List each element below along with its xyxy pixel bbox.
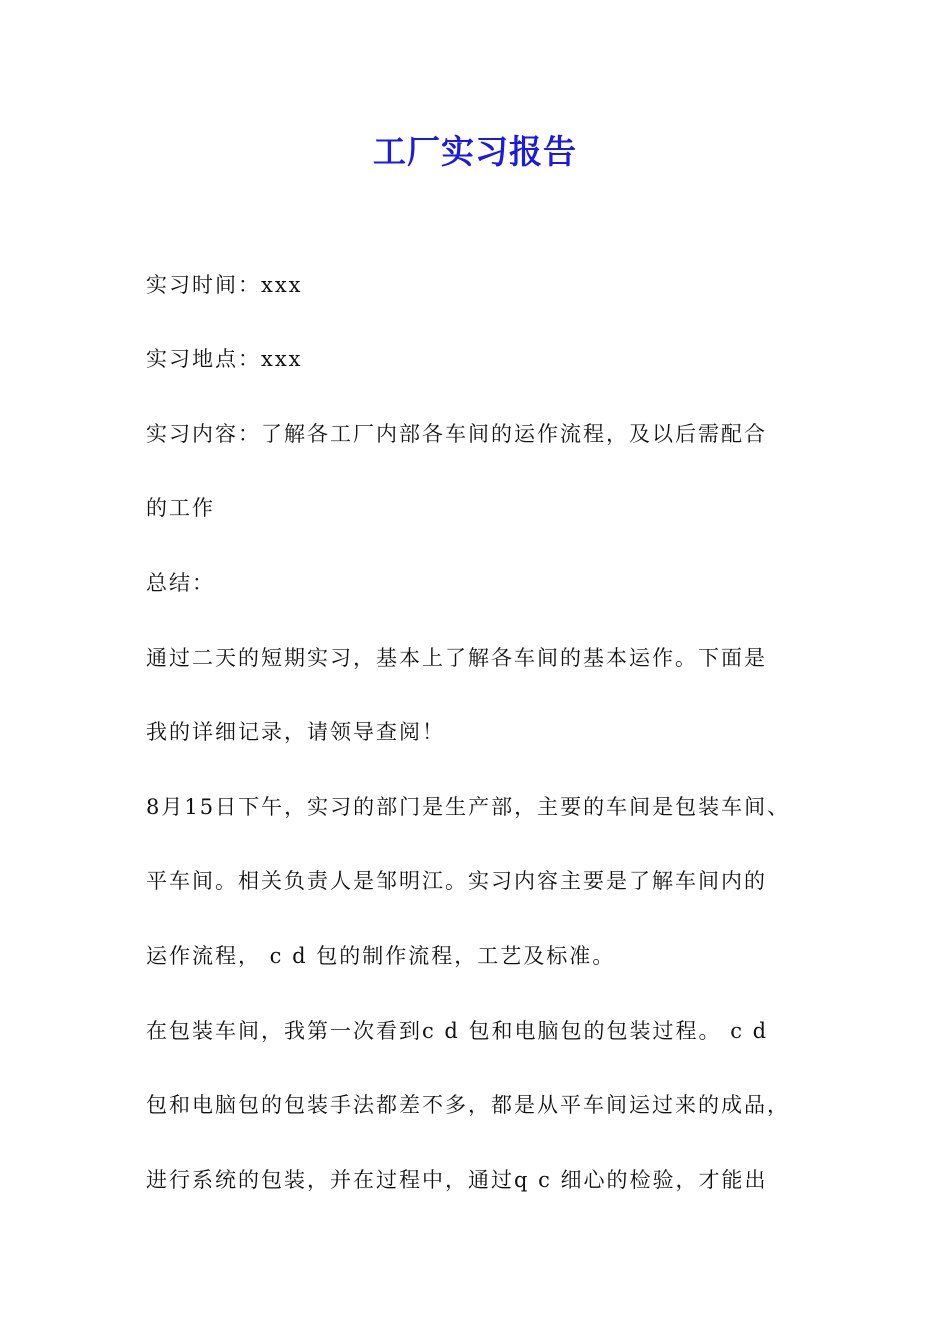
document-title: 工厂实习报告 <box>373 132 577 171</box>
paragraph-line: 实习内容：了解各工厂内部各车间的运作流程，及以后需配合 <box>146 422 767 446</box>
paragraph-line: 通过二天的短期实习，基本上了解各车间的基本运作。下面是 <box>146 646 767 670</box>
paragraph-line: 实习地点：xxx <box>146 347 303 371</box>
paragraph-line: 8月15日下午，实习的部门是生产部，主要的车间是包装车间、 <box>146 795 791 819</box>
paragraph-line: 我的详细记录，请领导查阅！ <box>146 720 445 744</box>
paragraph-line: 包和电脑包的包装手法都差不多，都是从平车间运过来的成品， <box>146 1093 790 1117</box>
paragraph-line: 进行系统的包装，并在过程中，通过q c 细心的检验，才能出 <box>146 1168 768 1192</box>
paragraph-line: 总结： <box>146 571 215 595</box>
paragraph-line: 实习时间：xxx <box>146 273 303 297</box>
paragraph-line: 在包装车间，我第一次看到c d 包和电脑包的包装过程。 c d <box>146 1019 769 1043</box>
paragraph-line: 的工作 <box>146 496 215 520</box>
paragraph-line: 运作流程， c d 包的制作流程，工艺及标准。 <box>146 944 616 968</box>
paragraph-line: 平车间。相关负责人是邹明江。实习内容主要是了解车间内的 <box>146 869 767 893</box>
